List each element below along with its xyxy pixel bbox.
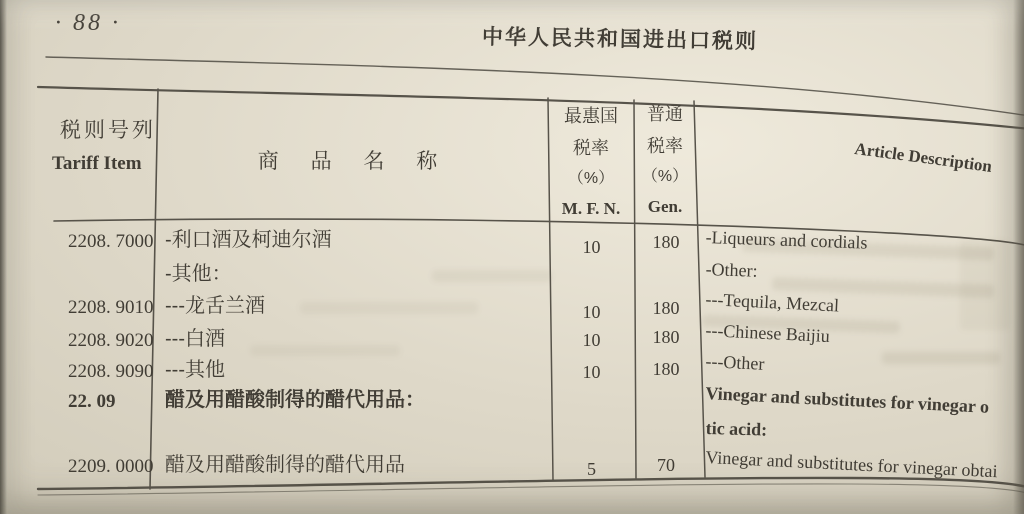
tariff-item: 22. 09 [68,391,116,412]
header-mfn-line2: 税率 [573,138,609,158]
article-description-en: Vinegar and substitutes for vinegar o [705,383,990,417]
mfn-rate: 10 [582,237,601,257]
goods-name-zh: 醋及用醋酸制得的醋代用品： [165,389,425,411]
mfn-rate: 10 [582,362,601,382]
article-description-en: tic acid: [705,418,768,440]
gen-rate: 180 [652,232,680,252]
gen-rate: 180 [652,327,680,347]
running-title: 中华人民共和国进出口税则 [481,25,759,54]
article-description-en: ---Tequila, Mezcal [705,289,840,316]
gen-rate: 180 [652,298,680,318]
header-gen-percent: （%） [641,168,689,185]
header-tariff-item-zh: 税则号列 [60,119,156,142]
bleed-through-mark [250,345,400,356]
article-description-en: ---Chinese Baijiu [705,320,831,347]
header-tariff-item-en: Tariff Item [52,153,142,174]
article-description-en: Vinegar and substitutes for vinegar obtai [705,447,998,482]
mfn-rate: 10 [582,330,601,350]
header-gen-line2: 税率 [647,136,683,156]
photo-left-edge [0,0,7,514]
page-number: · 88 · [55,10,121,36]
gen-rate: 180 [652,359,680,379]
goods-name-zh: -其他： [165,263,232,285]
mfn-rate: 5 [587,459,596,479]
header-article-description: Article Description [853,139,994,176]
tariff-item: 2208. 7000 [68,231,154,252]
goods-name-zh: ---白酒 [165,328,225,350]
header-mfn-abbr: M. F. N. [561,199,621,218]
header-gen-abbr: Gen. [647,197,683,216]
article-description-en: ---Other [705,351,765,374]
header-gen-line1: 普通 [647,104,683,124]
tariff-item: 2208. 9090 [68,361,154,382]
goods-name-zh: ---其他 [165,359,225,381]
bleed-through-mark [432,270,552,282]
tariff-item: 2208. 9010 [68,297,154,318]
tariff-item: 2208. 9020 [68,330,154,351]
header-goods-name-zh: 商 品 名 称 [257,150,451,173]
goods-name-zh: ---龙舌兰酒 [165,295,265,317]
bleed-through-mark [882,352,1000,364]
tariff-item: 2209. 0000 [68,456,154,477]
goods-name-zh: -利口酒及柯迪尔酒 [165,229,332,251]
article-description-en: -Liqueurs and cordials [705,227,868,253]
bleed-through-mark [300,302,478,314]
goods-name-zh: 醋及用醋酸制得的醋代用品 [165,454,405,476]
header-mfn-line1: 最惠国 [564,106,618,126]
photo-right-edge [1013,0,1024,514]
bleed-through-mark [960,240,1010,330]
gen-rate: 70 [657,455,675,475]
article-description-en: -Other: [705,259,758,281]
header-mfn-percent: （%） [567,170,615,187]
mfn-rate: 10 [582,302,601,322]
